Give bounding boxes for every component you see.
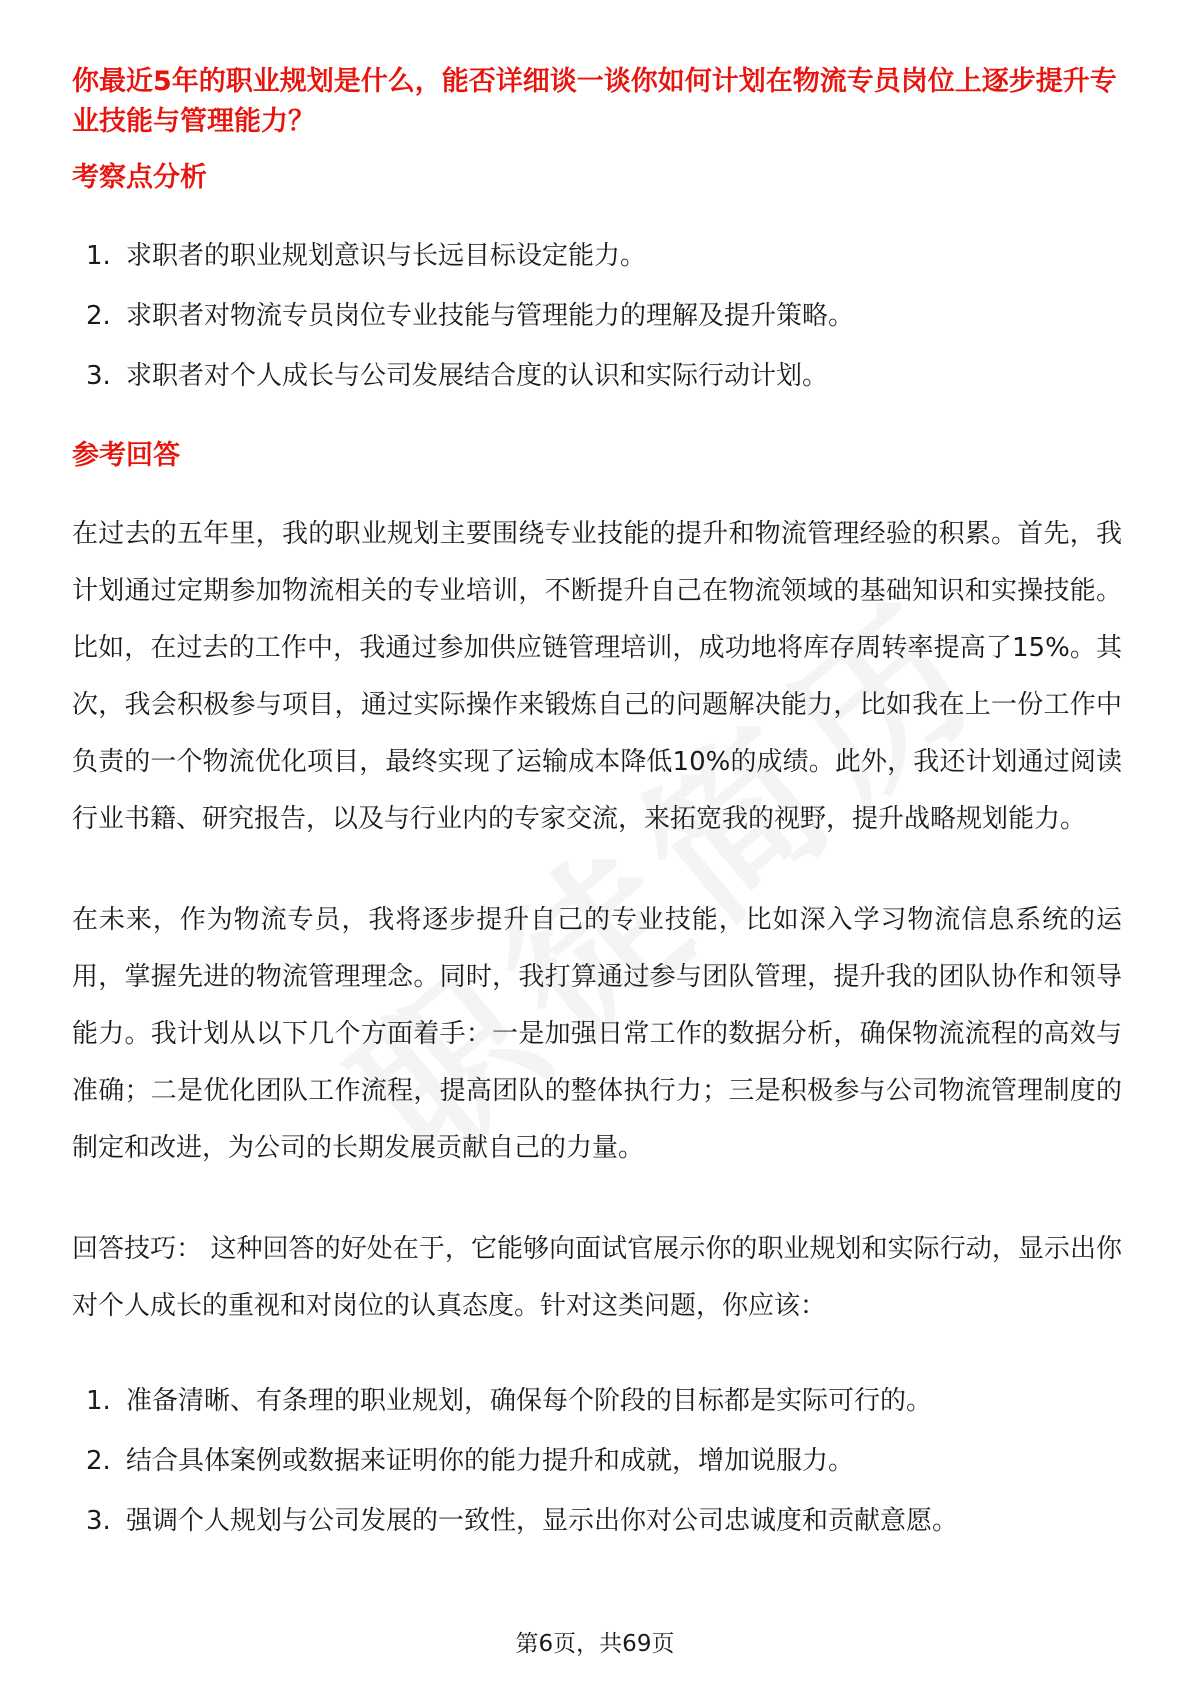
list-text: 准备清晰、有条理的职业规划，确保每个阶段的目标都是实际可行的。 <box>126 1386 933 1416</box>
list-text: 强调个人规划与公司发展的一致性，显示出你对公司忠诚度和贡献意愿。 <box>126 1506 959 1536</box>
list-number: 1. <box>86 241 111 271</box>
answer-paragraph-2: 在未来，作为物流专员，我将逐步提升自己的专业技能，比如深入学习物流信息系统的运用，掌握先进的物流管理理念。同时，我打算通过参与团队管理，提升我的团队协作和领导能力。我计划从以下几个方面着手：一是加强日常工作的数据分析，确保物流流程的高效与准确；二是优化团队工作流程，提高团队的整体执行力；三是积极参与公司物流管理制度的制定和改进，为公司的长期发展贡献自己的力量。 <box>72 905 1122 1163</box>
list-item <box>72 1431 1122 1491</box>
page-footer: 第6页，共69页 <box>515 1631 675 1657</box>
list-item <box>72 1371 1122 1431</box>
question-heading: 你最近5年的职业规划是什么，能否详细谈一谈你如何计划在物流专员岗位上逐步提升专业技能与管理能力？ <box>72 66 1117 137</box>
list-number: 3. <box>86 361 111 391</box>
list-text: 求职者对物流专员岗位专业技能与管理能力的理解及提升策略。 <box>126 301 855 331</box>
list-number: 2. <box>86 301 111 331</box>
analysis-list <box>72 226 1122 406</box>
analysis-title: 考察点分析 <box>72 162 207 193</box>
list-text: 求职者对个人成长与公司发展结合度的认识和实际行动计划。 <box>126 361 829 391</box>
answer-title: 参考回答 <box>72 440 180 471</box>
list-number: 2. <box>86 1446 111 1476</box>
list-item <box>72 286 1122 346</box>
list-text: 结合具体案例或数据来证明你的能力提升和成就，增加说服力。 <box>126 1446 855 1476</box>
list-item <box>72 226 1122 286</box>
tips-list <box>72 1371 1122 1551</box>
tips-intro: 回答技巧： 这种回答的好处在于，它能够向面试官展示你的职业规划和实际行动，显示出你对个人成长的重视和对岗位的认真态度。针对这类问题，你应该： <box>72 1234 1122 1321</box>
content <box>72 62 1122 1551</box>
list-number: 3. <box>86 1506 111 1536</box>
list-text: 求职者的职业规划意识与长远目标设定能力。 <box>126 241 647 271</box>
answer-paragraph-1: 在过去的五年里，我的职业规划主要围绕专业技能的提升和物流管理经验的积累。首先，我计划通过定期参加物流相关的专业培训，不断提升自己在物流领域的基础知识和实操技能。比如，在过去的工作中，我通过参加供应链管理培训，成功地将库存周转率提高了15%。其次，我会积极参与项目，通过实际操作来锻炼自己的问题解决能力，比如我在上一份工作中负责的一个物流优化项目，最终实现了运输成本降低10%的成绩。此外，我还计划通过阅读行业书籍、研究报告，以及与行业内的专家交流，来拓宽我的视野，提升战略规划能力。 <box>72 519 1122 834</box>
list-item <box>72 1491 1122 1551</box>
list-number: 1. <box>86 1386 111 1416</box>
list-item <box>72 346 1122 406</box>
